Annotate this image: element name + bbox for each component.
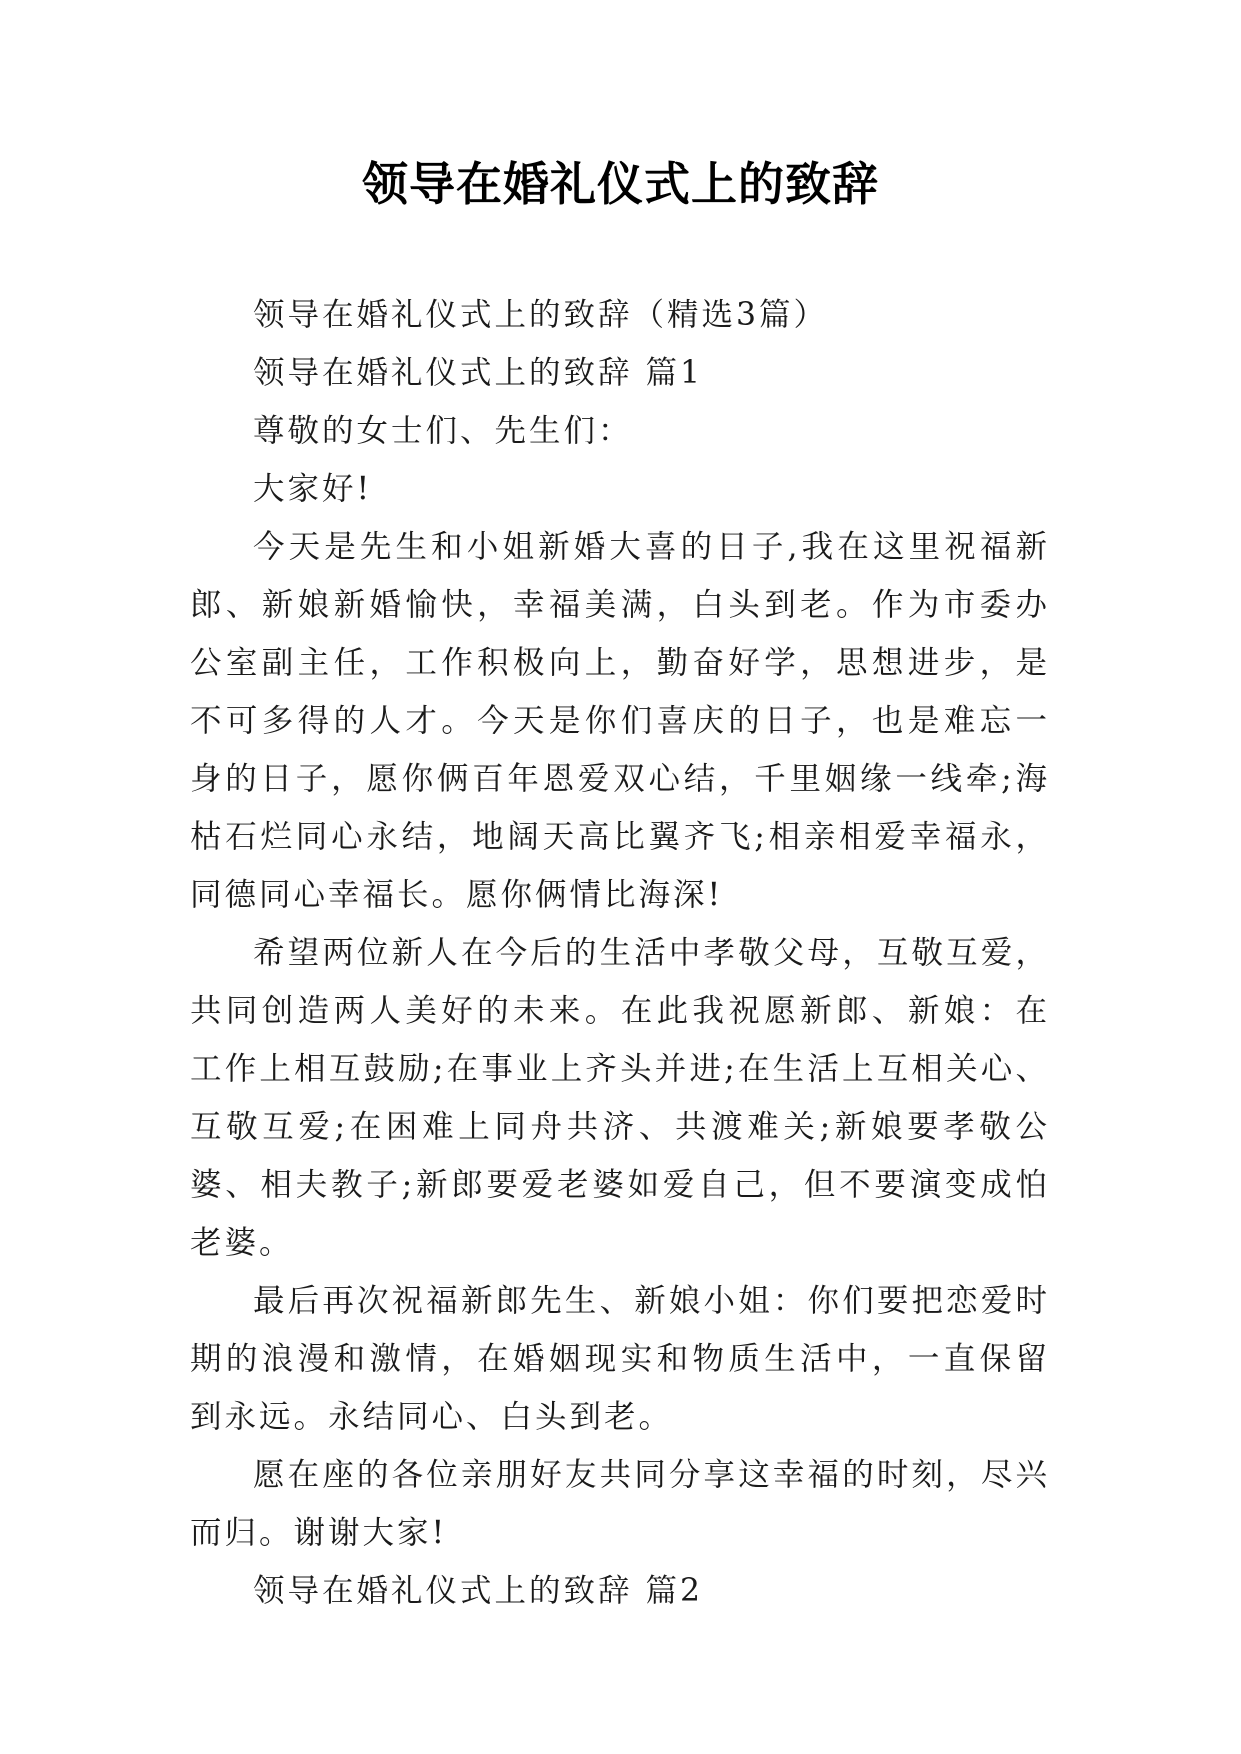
- heading-part-2: 领导在婚礼仪式上的致辞 篇2: [253, 1573, 704, 1609]
- document-body: [190, 286, 1050, 1620]
- document-title: 领导在婚礼仪式上的致辞: [362, 157, 879, 211]
- heading-part-1: 领导在婚礼仪式上的致辞 篇1: [253, 355, 704, 391]
- paragraph: 希望两位新人在今后的生活中孝敬父母，互敬互爱，共同创造两人美好的未来。在此我祝愿新郎、新娘：在工作上相互鼓励;在事业上齐头并进;在生活上互相关心、互敬互爱;在困难上同舟共济、共渡难关;新娘要孝敬公婆、相夫教子;新郎要爱老婆如爱自己，但不要演变成怕老婆。: [190, 935, 1050, 1261]
- paragraph: 最后再次祝福新郎先生、新娘小姐：你们要把恋爱时期的浪漫和激情，在婚姻现实和物质生活中，一直保留到永远。永结同心、白头到老。: [190, 1283, 1050, 1435]
- greeting: 大家好!: [253, 471, 373, 507]
- salutation: 尊敬的女士们、先生们：: [253, 413, 633, 449]
- paragraph: 愿在座的各位亲朋好友共同分享这幸福的时刻，尽兴而归。谢谢大家!: [190, 1457, 1050, 1551]
- heading-collection: 领导在婚礼仪式上的致辞（精选3篇）: [253, 297, 829, 333]
- paragraph: 今天是先生和小姐新婚大喜的日子,我在这里祝福新郎、新娘新婚愉快，幸福美满，白头到老。作为市委办公室副主任，工作积极向上，勤奋好学，思想进步，是不可多得的人才。今天是你们喜庆的日子，也是难忘一身的日子，愿你俩百年恩爱双心结，千里姻缘一线牵;海枯石烂同心永结，地阔天高比翼齐飞;相亲相爱幸福永，同德同心幸福长。愿你俩情比海深!: [190, 529, 1050, 913]
